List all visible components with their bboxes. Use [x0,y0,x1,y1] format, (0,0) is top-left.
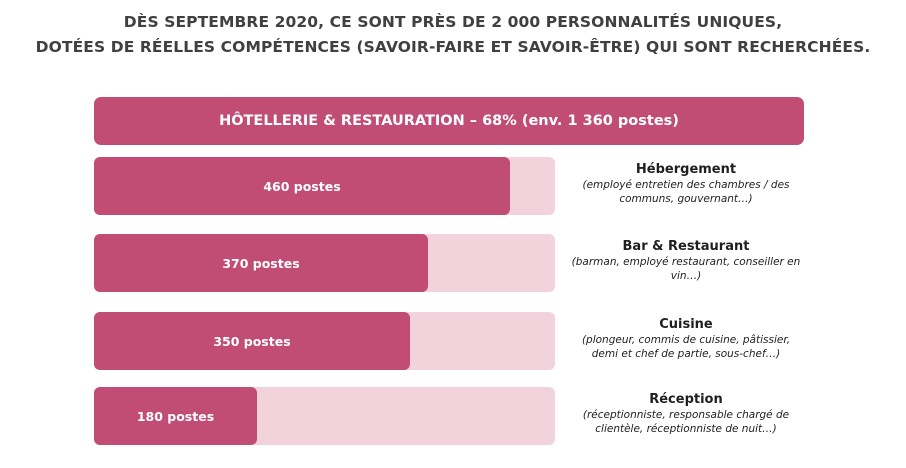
category-label [568,238,804,283]
category-label [568,161,804,206]
category-description: (employé entretien des chambres / des communs, gouvernant…) [582,179,790,205]
bar-label: 370 postes [222,255,300,271]
category-label [568,391,804,436]
category-name: Bar & Restaurant [622,239,750,254]
headline-line-2: DOTÉES DE RÉELLES COMPÉTENCES (SAVOIR-FAIRE ET SAVOIR-ÊTRE) QUI SONT RECHERCHÉES. [35,38,871,56]
bar [94,387,257,445]
bar [94,312,410,370]
bar-track [94,387,555,445]
bar-label: 460 postes [263,178,341,194]
category-name: Réception [649,392,723,407]
category-description: (barman, employé restaurant, conseiller en vin…) [571,256,801,282]
category-name: Cuisine [659,317,713,332]
bar [94,234,428,292]
bar-track [94,234,555,292]
category-name: Hébergement [635,162,737,177]
bar [94,157,510,215]
headline [0,10,906,60]
summary-banner: HÔTELLERIE & RESTAURATION – 68% (env. 1 360 postes) [94,97,804,145]
bar-track [94,157,555,215]
category-description: (réceptionniste, responsable chargé de clientèle, réceptionniste de nuit…) [582,409,790,435]
headline-line-1: DÈS SEPTEMBRE 2020, CE SONT PRÈS DE 2 000 PERSONNALITÉS UNIQUES, [123,13,783,31]
bar-label: 350 postes [213,333,291,349]
bar-label: 180 postes [136,408,215,424]
bar-track [94,312,555,370]
category-description: (plongeur, commis de cuisine, pâtissier, demi et chef de partie, sous-chef…) [581,334,791,360]
category-label [568,316,804,361]
